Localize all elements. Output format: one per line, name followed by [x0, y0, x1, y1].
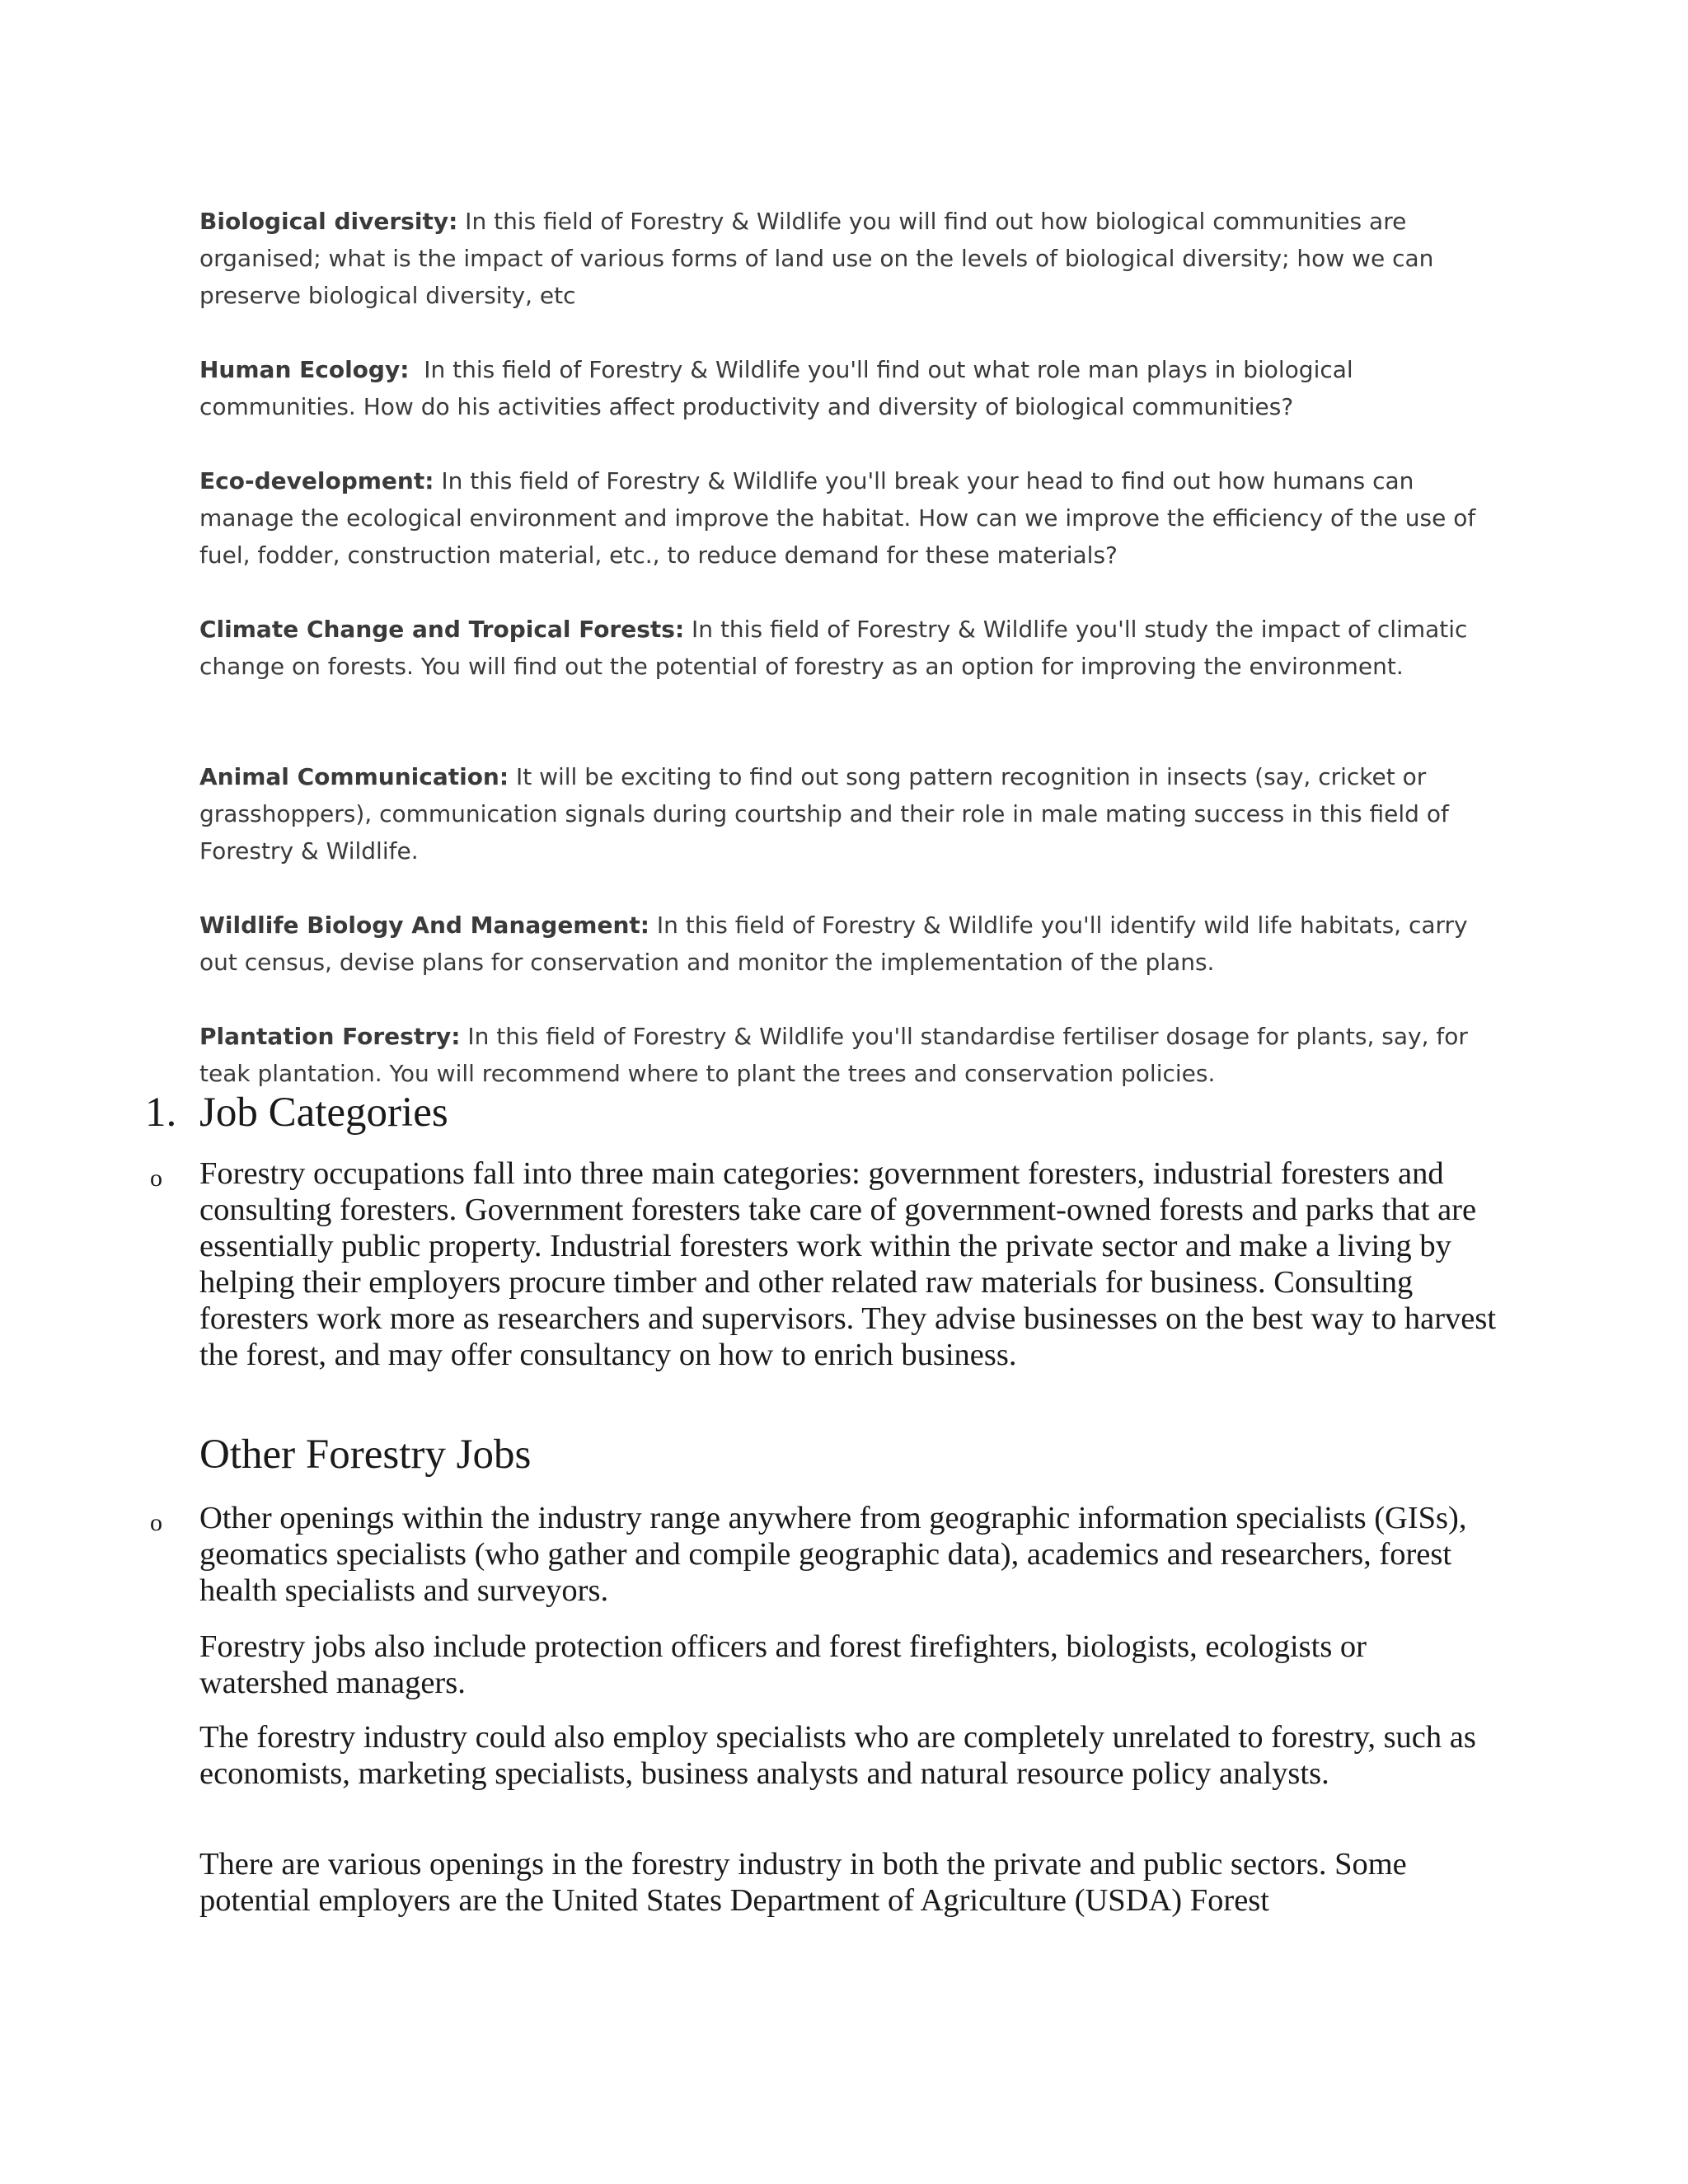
field-climate-change [199, 611, 1498, 685]
field-title: Wildlife Biology And Management: [199, 912, 649, 939]
field-biological-diversity [199, 203, 1498, 314]
bullet-marker: o [150, 1165, 162, 1192]
field-title: Animal Communication: [199, 763, 509, 790]
job-categories-paragraph: Forestry occupations fall into three main categories: government foresters, industrial foresters and consulting foresters. Government foresters take care of government-owned forests and parks that are essentially public property. Industrial foresters work within the private sector and make a living by helping their employers procure timber and other related raw materials for business. Consulting foresters work more as researchers and supervisors. They advise businesses on the best way to harvest the forest, and may offer consultancy on how to enrich business. [199, 1156, 1497, 1372]
field-eco-development [199, 462, 1498, 574]
field-text: In this field of Forestry & Wildlife you will find out how biological communities are organised; what is the impact of various forms of land use on the levels of biological diversity; how we can preserve biological diversity, etc [199, 208, 1434, 309]
field-text: It will be exciting to find out song pattern recognition in insects (say, cricket or grasshoppers), communication signals during courtship and their role in male mating success in this field of Forestry & Wildlife. [199, 763, 1449, 865]
field-title: Eco-development: [199, 467, 434, 494]
field-plantation-forestry [199, 1018, 1498, 1092]
field-text: In this field of Forestry & Wildlife you'll identify wild life habitats, carry out census, devise plans for conservation and monitor the implementation of the plans. [199, 912, 1468, 976]
field-title: Plantation Forestry: [199, 1023, 461, 1050]
openings-paragraph: There are various openings in the forestry industry in both the private and public sectors. Some potential employers are the United States Department of Agriculture (USDA) Forest [199, 1847, 1407, 1918]
field-wildlife-biology [199, 907, 1498, 981]
bullet-marker: o [150, 1509, 162, 1536]
other-jobs-paragraph: Other openings within the industry range anywhere from geographic information specialists (GISs), geomatics specialists (who gather and compile geographic data), academics and researchers, forest health specialists and surveyors. [199, 1501, 1467, 1608]
section-heading: Job Categories [199, 1090, 448, 1136]
field-text: In this field of Forestry & Wildlife you'll standardise fertiliser dosage for plants, say, for teak plantation. You will recommend where to plant the trees and conservation policies. [199, 1023, 1468, 1087]
protection-paragraph: Forestry jobs also include protection officers and forest firefighters, biologists, ecologists or watershed managers. [199, 1629, 1367, 1700]
section-number: 1. [145, 1090, 177, 1136]
field-text: In this field of Forestry & Wildlife you'll study the impact of climatic change on forests. You will find out the potential of forestry as an option for improving the environment. [199, 616, 1468, 680]
field-text: In this field of Forestry & Wildlife you'll break your head to find out how humans can manage the ecological environment and improve the habitat. How can we improve the efficiency of the use of fuel, fodder, construction material, etc., to reduce demand for these materials? [199, 467, 1476, 569]
field-title: Biological diversity: [199, 208, 458, 235]
sub-heading: Other Forestry Jobs [199, 1432, 532, 1478]
field-human-ecology [199, 351, 1498, 425]
field-text: In this field of Forestry & Wildlife you'll find out what role man plays in biological communities. How do his activities affect productivity and diversity of biological communities? [199, 356, 1361, 420]
field-title: Climate Change and Tropical Forests: [199, 616, 685, 643]
specialists-paragraph: The forestry industry could also employ specialists who are completely unrelated to forestry, such as economists, marketing specialists, business analysts and natural resource policy analysts. [199, 1720, 1476, 1791]
field-title: Human Ecology: [199, 356, 410, 383]
field-animal-communication [199, 758, 1498, 869]
